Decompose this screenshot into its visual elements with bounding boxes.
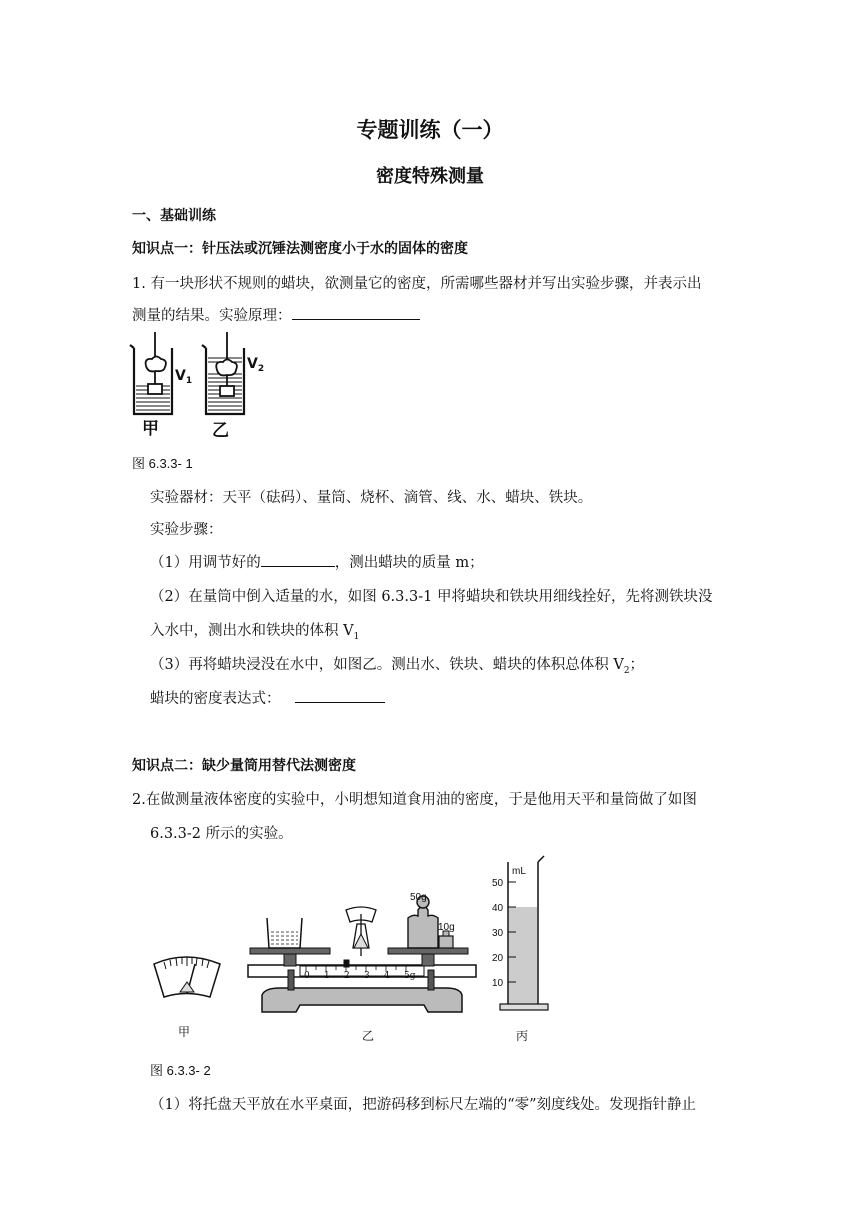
cyl-tick-50: 50 <box>492 878 504 889</box>
rider-tick-3: 3 <box>364 971 370 981</box>
step-3 <box>150 653 644 676</box>
step-3-sub: 2 <box>623 665 630 676</box>
figure-2-caption: 图 6.3.3- 2 <box>150 1063 211 1078</box>
page-title: 专题训练（一） <box>356 118 504 142</box>
cyl-tick-20: 20 <box>492 953 504 964</box>
cyl-tick-10: 10 <box>492 978 504 989</box>
svg-text:V2: $V_2$ <box>247 356 265 374</box>
rider-tick-1: 1 <box>324 971 330 981</box>
wax-block-jia <box>146 357 166 372</box>
rider-tick-0: 0 <box>304 971 310 981</box>
step-1-post: ，测出蜡块的质量 m； <box>334 555 484 571</box>
rider-tick-4: 4 <box>384 971 390 981</box>
q1-principle-label: 测量的结果。实验原理： <box>132 308 292 324</box>
label-v1: V <box>175 368 186 384</box>
principle-blank <box>292 304 420 320</box>
label-v2: V <box>247 356 258 372</box>
step-1 <box>150 551 484 572</box>
density-blank <box>295 687 385 703</box>
q2-line2: 6.3.3-2 所示的实验。 <box>150 826 293 842</box>
wax-block-yi <box>216 360 237 376</box>
density-expression <box>150 687 385 708</box>
cylinder-unit: mL <box>512 866 526 877</box>
knowledge-point-2: 知识点二：缺少量筒用替代法测密度 <box>132 758 356 774</box>
q1-line2 <box>132 304 420 325</box>
cyl-tick-40: 40 <box>492 903 504 914</box>
svg-text:V1: $V_1$ <box>175 368 193 386</box>
label-jia-2: 甲 <box>178 1025 191 1039</box>
iron-block-jia <box>148 384 162 394</box>
steps-label: 实验步骤： <box>150 522 223 538</box>
step-2-line2 <box>150 619 359 642</box>
figure-1-caption: 图 6.3.3- 1 <box>132 456 193 471</box>
weight-10g: 10g <box>438 922 455 933</box>
step-2-line1: （2）在量筒中倒入适量的水，如图 6.3.3-1 甲将蜡块和铁块用细线拴好，先将测铁块没 <box>150 589 713 605</box>
weight-50g: 50g <box>410 892 427 903</box>
q2-line1: 2.在做测量液体密度的实验中，小明想知道食用油的密度，于是他用天平和量筒做了如图 <box>132 792 697 808</box>
label-yi: 乙 <box>212 421 229 440</box>
step-1-pre: （1）用调节好的 <box>150 555 261 571</box>
step-2-text: 入水中，测出水和铁块的体积 V <box>150 623 354 639</box>
equipment-text: 实验器材：天平（砝码）、量筒、烧杯、滴管、线、水、蜡块、铁块。 <box>150 490 593 506</box>
rider-tick-5g: 5g <box>404 971 416 981</box>
step-2-sub: 1 <box>353 631 360 642</box>
cyl-tick-30: 30 <box>492 928 504 939</box>
label-bing: 丙 <box>516 1029 529 1043</box>
rider-tick-2: 2 <box>344 971 350 981</box>
balance-yi <box>248 896 476 1012</box>
density-expression-label: 蜡块的密度表达式： <box>150 691 281 707</box>
iron-block-yi <box>220 386 234 396</box>
section-heading: 一、基础训练 <box>132 208 216 224</box>
knowledge-point-1: 知识点一：针压法或沉锤法测密度小于水的固体的密度 <box>132 241 468 257</box>
cylinder-liquid <box>509 907 537 1004</box>
pointer-dial-jia <box>154 957 220 997</box>
label-yi-2: 乙 <box>362 1029 375 1043</box>
step-3-end: ； <box>629 657 645 673</box>
cylinder-bing <box>500 856 548 1010</box>
q1-line1: 1. 有一块形状不规则的蜡块，欲测量它的密度，所需哪些器材并写出实验步骤，并表示出 <box>132 276 702 292</box>
figure-6-3-3-2 <box>140 852 560 1052</box>
q2-step-1: （1）将托盘天平放在水平桌面，把游码移到标尺左端的“零”刻度线处。发现指针静止 <box>150 1097 697 1113</box>
label-jia: 甲 <box>142 419 159 439</box>
step-1-blank <box>261 551 335 567</box>
step-3-text: （3）再将蜡块浸没在水中，如图乙。测出水、铁块、蜡块的体积总体积 V <box>150 657 624 673</box>
figure-6-3-3-1 <box>128 330 278 440</box>
page-subtitle: 密度特殊测量 <box>376 166 484 187</box>
